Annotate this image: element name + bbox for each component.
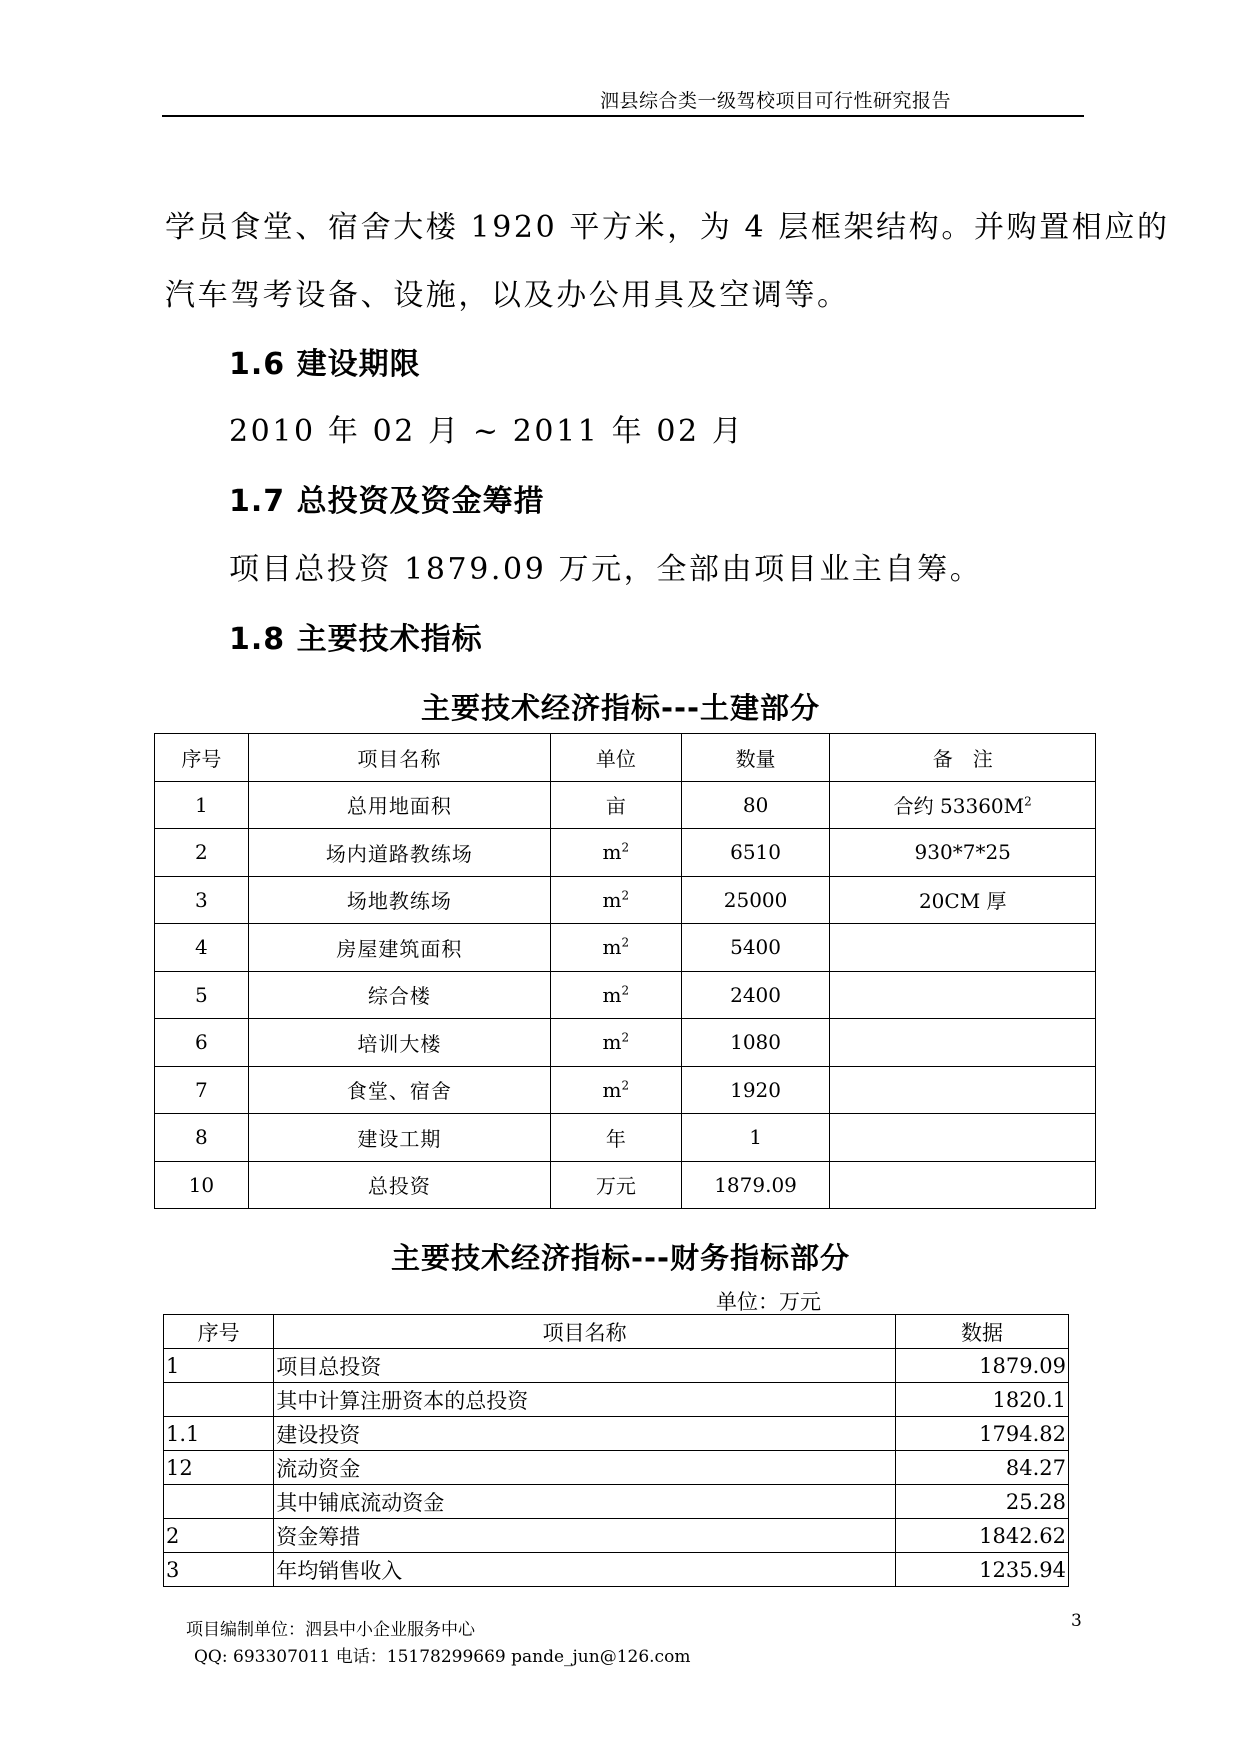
civil-cell-note xyxy=(830,1114,1096,1162)
civil-table-row xyxy=(155,781,1096,829)
finance-cell-name: 建设投资 xyxy=(274,1417,896,1451)
civil-table-row xyxy=(155,1066,1096,1114)
civil-cell-unit-text: m xyxy=(602,887,622,912)
civil-cell-name-text: 房屋建筑面积 xyxy=(336,936,463,961)
civil-cell-qty-text: 5400 xyxy=(730,935,782,960)
finance-cell-value: 1879.09 xyxy=(895,1349,1068,1383)
finance-cell-no: 2 xyxy=(164,1519,274,1553)
finance-table-row xyxy=(164,1417,1069,1451)
civil-cell-no-text: 6 xyxy=(195,1030,208,1055)
civil-cell-unit xyxy=(550,781,681,829)
civil-cell-no-text: 8 xyxy=(195,1125,208,1150)
civil-cell-unit-superscript: 2 xyxy=(621,1030,630,1045)
civil-cell-qty xyxy=(681,924,830,972)
civil-cell-note xyxy=(830,1161,1096,1209)
paragraph-line-1: 学员食堂、宿舍大楼 1920 平方米，为 4 层框架结构。并购置相应的 xyxy=(165,210,1170,245)
civil-table-row xyxy=(155,1161,1096,1209)
civil-cell-name-text: 场地教练场 xyxy=(346,889,452,914)
finance-cell-no: 1 xyxy=(164,1349,274,1383)
civil-cell-qty-text: 1920 xyxy=(730,1077,782,1102)
finance-cell-no: 3 xyxy=(164,1553,274,1587)
civil-cell-note-text: 930*7*25 xyxy=(914,840,1011,865)
civil-cell-unit-superscript: 2 xyxy=(621,1078,630,1093)
civil-cell-qty xyxy=(681,971,830,1019)
finance-cell-no: 1.1 xyxy=(164,1417,274,1451)
civil-cell-note xyxy=(830,829,1096,877)
finance-cell-value: 25.28 xyxy=(895,1485,1068,1519)
civil-table-row xyxy=(155,971,1096,1019)
civil-cell-no-text: 5 xyxy=(195,982,208,1007)
header-title: 泗县综合类一级驾校项目可行性研究报告 xyxy=(599,90,951,112)
civil-cell-name xyxy=(248,1019,550,1067)
section-heading-1-7: 1.7 总投资及资金筹措 xyxy=(229,484,545,519)
civil-cell-qty-text: 2400 xyxy=(730,982,782,1007)
finance-cell-name: 其中铺底流动资金 xyxy=(274,1485,896,1519)
civil-cell-qty-text: 1 xyxy=(749,1125,762,1150)
header-rule xyxy=(162,115,1084,117)
civil-indicators-table xyxy=(154,733,1096,1209)
civil-cell-unit-text: 亩 xyxy=(605,794,626,819)
construction-period: 2010 年 02 月 ~ 2011 年 02 月 xyxy=(229,414,745,449)
finance-table-header-row xyxy=(164,1315,1069,1349)
civil-cell-name xyxy=(248,781,550,829)
civil-cell-no-text: 10 xyxy=(188,1172,215,1197)
finance-cell-name: 流动资金 xyxy=(274,1451,896,1485)
finance-table-row xyxy=(164,1451,1069,1485)
civil-table-row xyxy=(155,1114,1096,1162)
civil-cell-qty-text: 80 xyxy=(742,792,769,817)
civil-header-qty: 数量 xyxy=(681,734,830,782)
civil-cell-unit-text: m xyxy=(602,1030,622,1055)
civil-cell-qty-text: 1879.09 xyxy=(714,1172,797,1197)
civil-header-no: 序号 xyxy=(155,734,249,782)
finance-cell-value: 1235.94 xyxy=(895,1553,1068,1587)
finance-table-row xyxy=(164,1485,1069,1519)
civil-cell-qty xyxy=(681,1114,830,1162)
civil-cell-name xyxy=(248,924,550,972)
civil-header-note: 备 注 xyxy=(830,734,1096,782)
civil-cell-no xyxy=(155,829,249,877)
civil-cell-name-text: 食堂、宿舍 xyxy=(346,1079,452,1104)
finance-cell-no xyxy=(164,1383,274,1417)
civil-cell-name xyxy=(248,971,550,1019)
finance-table-row xyxy=(164,1383,1069,1417)
civil-cell-unit xyxy=(550,1019,681,1067)
civil-cell-name xyxy=(248,1066,550,1114)
finance-cell-value: 84.27 xyxy=(895,1451,1068,1485)
civil-table-row xyxy=(155,1019,1096,1067)
civil-table-header-row xyxy=(155,734,1096,782)
civil-cell-unit xyxy=(550,924,681,972)
civil-cell-unit-text: m xyxy=(602,935,622,960)
civil-cell-no-text: 7 xyxy=(195,1077,208,1102)
civil-header-unit: 单位 xyxy=(550,734,681,782)
finance-table-row xyxy=(164,1553,1069,1587)
civil-cell-name xyxy=(248,1161,550,1209)
civil-cell-note-superscript: 2 xyxy=(1024,794,1032,809)
page-number: 3 xyxy=(1071,1611,1082,1631)
civil-cell-note xyxy=(830,876,1096,924)
civil-cell-name-text: 总投资 xyxy=(367,1174,431,1199)
civil-cell-qty xyxy=(681,876,830,924)
civil-cell-note xyxy=(830,781,1096,829)
civil-cell-unit-text: m xyxy=(602,982,622,1007)
civil-cell-unit-text: m xyxy=(602,840,622,865)
finance-cell-value: 1820.1 xyxy=(895,1383,1068,1417)
civil-cell-qty xyxy=(681,1161,830,1209)
civil-cell-qty xyxy=(681,829,830,877)
civil-cell-unit-superscript: 2 xyxy=(621,983,630,998)
civil-cell-note xyxy=(830,1066,1096,1114)
civil-cell-no xyxy=(155,924,249,972)
civil-cell-unit xyxy=(550,971,681,1019)
civil-cell-unit-text: 万元 xyxy=(595,1174,636,1199)
civil-cell-qty-text: 1080 xyxy=(730,1030,782,1055)
finance-cell-no xyxy=(164,1485,274,1519)
finance-table-title: 主要技术经济指标---财务指标部分 xyxy=(390,1241,851,1275)
civil-cell-note xyxy=(830,1019,1096,1067)
civil-cell-qty-text: 6510 xyxy=(730,840,782,865)
civil-cell-note xyxy=(830,924,1096,972)
civil-cell-qty xyxy=(681,1066,830,1114)
civil-cell-note-text: 合约 53360M xyxy=(893,794,1025,819)
civil-cell-name xyxy=(248,829,550,877)
civil-cell-no xyxy=(155,971,249,1019)
civil-cell-qty-text: 25000 xyxy=(723,887,788,912)
civil-cell-qty xyxy=(681,781,830,829)
civil-cell-unit xyxy=(550,876,681,924)
finance-cell-name: 资金筹措 xyxy=(274,1519,896,1553)
civil-cell-unit-text: m xyxy=(602,1077,622,1102)
civil-cell-no xyxy=(155,1019,249,1067)
civil-cell-no-text: 3 xyxy=(195,887,208,912)
civil-cell-no xyxy=(155,1114,249,1162)
investment-text: 项目总投资 1879.09 万元，全部由项目业主自筹。 xyxy=(229,552,983,587)
civil-table-title: 主要技术经济指标---土建部分 xyxy=(420,691,821,725)
finance-unit-note: 单位：万元 xyxy=(716,1290,821,1314)
civil-cell-no xyxy=(155,1066,249,1114)
civil-cell-name-text: 总用地面积 xyxy=(346,794,452,819)
finance-header-value: 数据 xyxy=(895,1315,1068,1349)
finance-cell-name: 其中计算注册资本的总投资 xyxy=(274,1383,896,1417)
civil-cell-name-text: 建设工期 xyxy=(357,1126,442,1151)
civil-header-name: 项目名称 xyxy=(248,734,550,782)
civil-cell-unit xyxy=(550,1114,681,1162)
finance-header-no: 序号 xyxy=(164,1315,274,1349)
civil-cell-unit xyxy=(550,829,681,877)
civil-cell-unit-superscript: 2 xyxy=(621,935,630,950)
civil-cell-name-text: 场内道路教练场 xyxy=(325,841,473,866)
civil-cell-no xyxy=(155,876,249,924)
civil-cell-unit-superscript: 2 xyxy=(621,840,630,855)
civil-cell-name xyxy=(248,876,550,924)
civil-cell-no-text: 2 xyxy=(195,840,208,865)
finance-cell-value: 1794.82 xyxy=(895,1417,1068,1451)
civil-cell-unit xyxy=(550,1066,681,1114)
civil-cell-note-text: 20CM 厚 xyxy=(918,889,1007,914)
civil-cell-name-text: 综合楼 xyxy=(367,984,431,1009)
finance-header-name: 项目名称 xyxy=(274,1315,896,1349)
finance-cell-name: 项目总投资 xyxy=(274,1349,896,1383)
finance-table-row xyxy=(164,1519,1069,1553)
civil-table-row xyxy=(155,829,1096,877)
civil-table-row xyxy=(155,876,1096,924)
finance-cell-no: 12 xyxy=(164,1451,274,1485)
civil-cell-no xyxy=(155,781,249,829)
civil-cell-name xyxy=(248,1114,550,1162)
footer-org: 项目编制单位：泗县中小企业服务中心 xyxy=(186,1620,475,1640)
finance-table-row xyxy=(164,1349,1069,1383)
finance-indicators-table xyxy=(163,1314,1069,1587)
civil-cell-no xyxy=(155,1161,249,1209)
section-heading-1-8: 1.8 主要技术指标 xyxy=(229,622,483,657)
finance-cell-value: 1842.62 xyxy=(895,1519,1068,1553)
civil-cell-name-text: 培训大楼 xyxy=(357,1031,442,1056)
section-heading-1-6: 1.6 建设期限 xyxy=(229,347,421,382)
civil-cell-unit-superscript: 2 xyxy=(621,888,630,903)
civil-table-row xyxy=(155,924,1096,972)
footer-contact: QQ: 693307011 电话：15178299669 pande_jun@126.com xyxy=(194,1647,691,1667)
civil-cell-no-text: 4 xyxy=(195,935,208,960)
civil-cell-unit-text: 年 xyxy=(605,1126,626,1151)
civil-cell-unit xyxy=(550,1161,681,1209)
civil-cell-no-text: 1 xyxy=(195,792,208,817)
civil-cell-note xyxy=(830,971,1096,1019)
finance-cell-name: 年均销售收入 xyxy=(274,1553,896,1587)
civil-cell-qty xyxy=(681,1019,830,1067)
paragraph-line-2: 汽车驾考设备、设施，以及办公用具及空调等。 xyxy=(165,278,850,313)
